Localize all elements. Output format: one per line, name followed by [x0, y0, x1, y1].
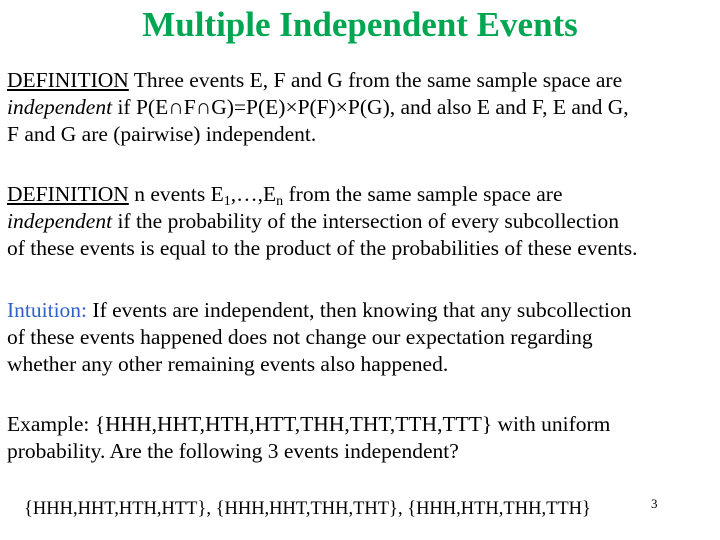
definition-2-line-1	[7, 181, 719, 208]
event-sets: {HHH,HHT,HTH,HTT}, {HHH,HHT,THH,THT}, {HHH,HTH,THH,TTH}	[24, 499, 591, 519]
intuition-line-2: of these events happened does not change our expectation regarding	[7, 325, 593, 349]
intuition-line-3: whether any other remaining events also happened.	[7, 352, 449, 376]
definition-1-line-3: F and G are (pairwise) independent.	[7, 122, 317, 146]
definition-1-heading: DEFINITION	[7, 68, 129, 92]
definition-1-line-1	[7, 67, 719, 94]
example-paragraph	[7, 411, 719, 465]
definition-1-line-2	[7, 94, 719, 121]
intuition-paragraph	[7, 297, 719, 378]
definition-1-line-1-text: Three events E, F and G from the same sample space are	[128, 68, 623, 92]
intuition-line-1-text: If events are independent, then knowing that any subcollection	[87, 298, 632, 322]
intuition-line-1	[7, 297, 719, 324]
example-line-1: Example: {HHH,HHT,HTH,HTT,THH,THT,TTH,TTT} with uniform	[7, 412, 611, 436]
page-number: 3	[651, 496, 658, 511]
definition-1-line-2-text: if P(E∩F∩G)=P(E)×P(F)×P(G), and also E and F, E and G,	[112, 95, 629, 119]
definition-2-text-a: n events E	[128, 182, 224, 206]
slide-title: Multiple Independent Events	[142, 5, 578, 44]
definition-2-text-b: ,…,E	[230, 182, 277, 206]
example-line-2: probability. Are the following 3 events independent?	[7, 439, 459, 463]
independent-term: independent	[7, 209, 113, 233]
independent-term: independent	[7, 95, 113, 119]
subscript-1: 1	[223, 194, 231, 209]
definition-2-text-c: from the same sample space are	[283, 182, 563, 206]
definition-2-line-2	[7, 208, 719, 235]
definition-n-events	[7, 181, 719, 262]
definition-2-heading: DEFINITION	[7, 182, 129, 206]
definition-2-line-3: of these events is equal to the product of the probabilities of these events.	[7, 236, 638, 260]
definition-three-events	[7, 67, 719, 148]
intuition-label: Intuition:	[7, 298, 88, 322]
definition-2-line-2-text: if the probability of the intersection of every subcollection	[112, 209, 619, 233]
subscript-n: n	[276, 194, 284, 209]
